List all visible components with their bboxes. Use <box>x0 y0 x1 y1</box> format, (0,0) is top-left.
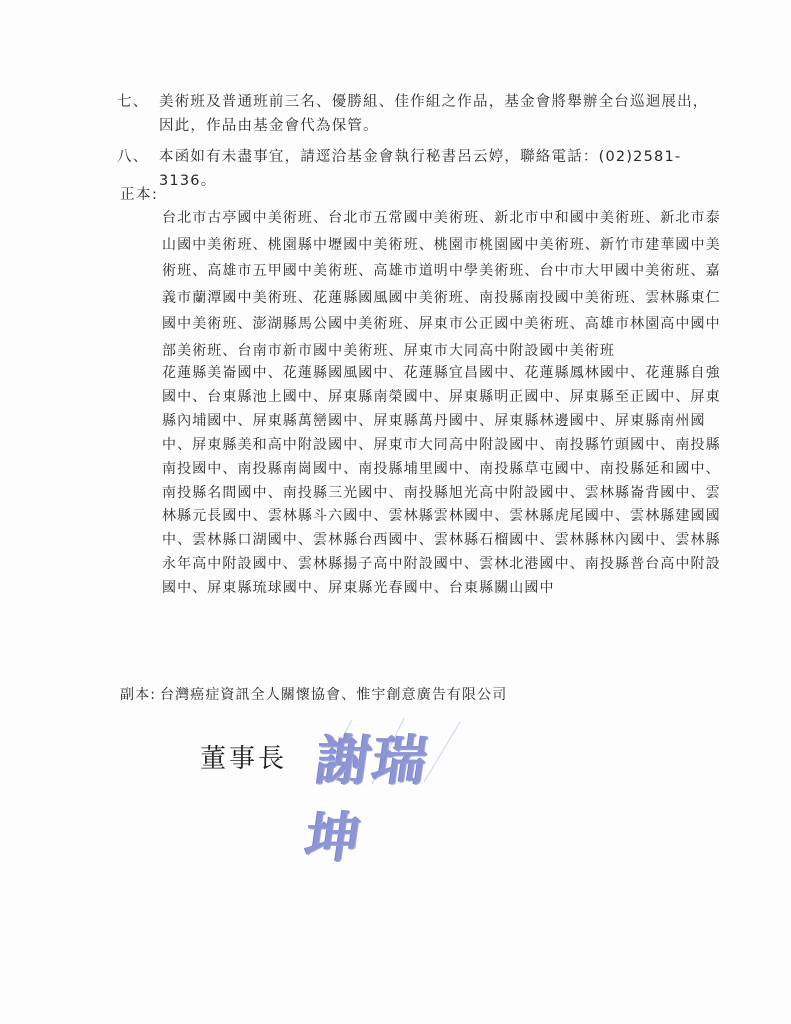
main-recipients-heading: 正本: <box>120 187 159 203</box>
clause-text: 本函如有未盡事宜，請逕洽基金會執行秘書呂云婷，聯絡電話：(02)2581-3136。 <box>159 149 682 189</box>
chairman-title: 董事長 <box>200 744 288 774</box>
cc-label: 副本: <box>120 687 157 703</box>
cc-recipients: 台灣癌症資訊全人關懷協會、惟宇創意廣告有限公司 <box>160 687 508 703</box>
signature-seal <box>301 712 478 869</box>
clause-number: 八、 <box>117 149 149 165</box>
signature-name: 謝瑞坤 <box>301 728 434 869</box>
main-recipients-art-classes: 台北市古亭國中美術班、台北市五常國中美術班、新北市中和國中美術班、新北市泰山國中美術班、桃園縣中壢國中美術班、桃園市桃園國中美術班、新竹市建華國中美術班、高雄市五甲國中美術班、高雄市道明中學美術班、台中市大甲國中美術班、嘉義市蘭潭國中美術班、花蓮縣國風國中美術班、南投縣南投國中美術班、雲林縣東仁國中美術班、澎湖縣馬公國中美術班、屏東市公正國中美術班、高雄市林園高中國中部美術班、台南市新市國中美術班、屏東市大同高中附設國中美術班 <box>162 210 721 359</box>
clause-number: 七、 <box>117 94 149 110</box>
main-recipients-schools: 花蓮縣美崙國中、花蓮縣國風國中、花蓮縣宜昌國中、花蓮縣鳳林國中、花蓮縣自強國中、台東縣池上國中、屏東縣南榮國中、屏東縣明正國中、屏東縣至正國中、屏東縣內埔國中、屏東縣萬巒國中、屏東縣萬丹國中、屏東縣林邊國中、屏東縣南州國中、屏東縣美和高中附設國中、屏東市大同高中附設國中、南投縣竹頭國中、南投縣南投國中、南投縣南崗國中、南投縣埔里國中、南投縣草屯國中、南投縣延和國中、南投縣名間國中、南投縣三光國中、南投縣旭光高中附設國中、雲林縣崙背國中、雲林縣元長國中、雲林縣斗六國中、雲林縣雲林國中、雲林縣虎尾國中、雲林縣建國國中、雲林縣口湖國中、雲林縣台西國中、雲林縣石榴國中、雲林縣林內國中、雲林縣永年高中附設國中、雲林縣揚子高中附設國中、雲林北港國中、南投縣普台高中附設國中、屏東縣琉球國中、屏東縣光春國中、台東縣關山國中 <box>162 365 721 597</box>
cc-line <box>120 684 507 704</box>
clause-text: 美術班及普通班前三名、優勝組、佳作組之作品，基金會將舉辦全台巡迴展出，因此，作品由基金會代為保管。 <box>159 94 709 134</box>
